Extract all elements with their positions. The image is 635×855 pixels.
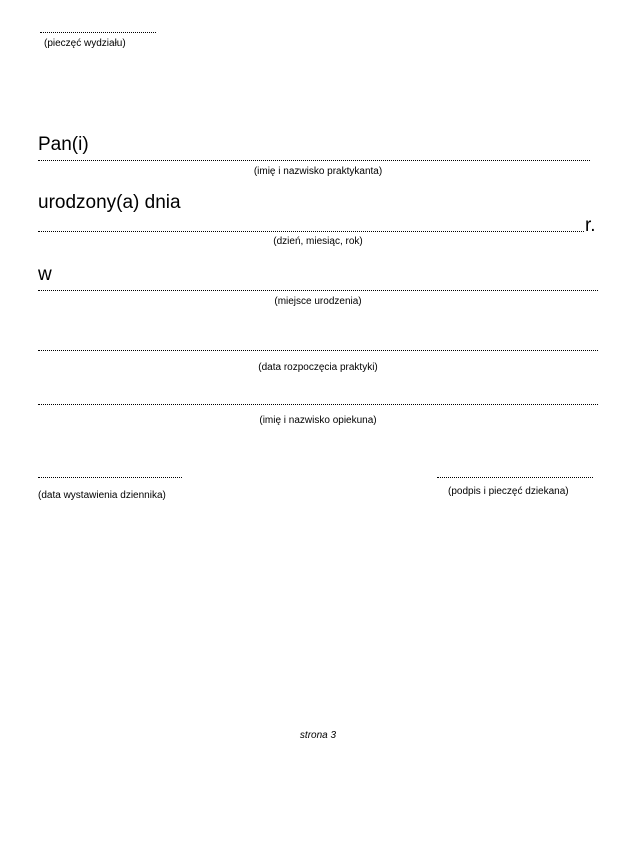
- supervisor-caption: (imię i nazwisko opiekuna): [259, 415, 377, 426]
- dean-signature-dotted-line[interactable]: [437, 477, 593, 478]
- start-date-dotted-line[interactable]: [38, 350, 598, 351]
- start-date-caption: (data rozpoczęcia praktyki): [258, 362, 378, 373]
- birth-date-suffix: r.: [585, 215, 596, 236]
- name-label: Pan(i): [38, 134, 89, 155]
- issue-date-dotted-line[interactable]: [38, 477, 182, 478]
- birth-date-dotted-line[interactable]: [38, 231, 584, 232]
- supervisor-dotted-line[interactable]: [38, 404, 598, 405]
- birth-place-caption: (miejsce urodzenia): [274, 296, 362, 307]
- birth-date-label: urodzony(a) dnia: [38, 192, 181, 213]
- birth-place-dotted-line[interactable]: [38, 290, 598, 291]
- birth-place-label: w: [38, 264, 52, 285]
- stamp-caption: (pieczęć wydziału): [44, 38, 126, 49]
- name-caption: (imię i nazwisko praktykanta): [253, 166, 383, 177]
- stamp-dotted-line: [40, 32, 156, 33]
- issue-date-caption: (data wystawienia dziennika): [38, 490, 166, 501]
- page-number: strona 3: [299, 730, 337, 741]
- birth-date-caption: (dzień, miesiąc, rok): [273, 236, 363, 247]
- name-dotted-line[interactable]: [38, 160, 590, 161]
- dean-signature-caption: (podpis i pieczęć dziekana): [448, 486, 569, 497]
